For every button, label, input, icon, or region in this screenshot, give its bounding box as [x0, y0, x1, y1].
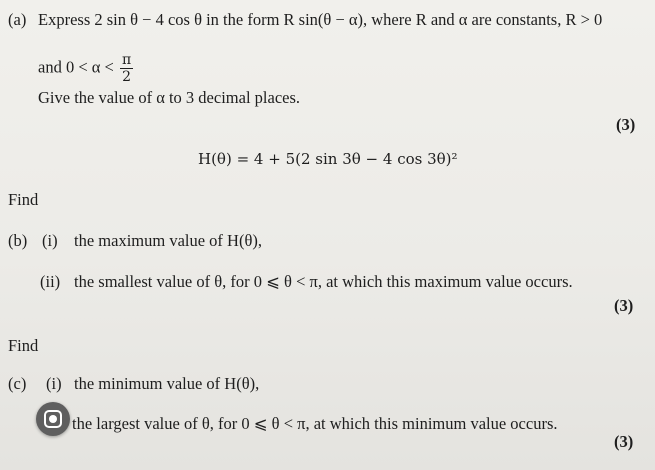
part-b-label: (b): [8, 231, 28, 250]
fraction-numerator: π: [121, 52, 132, 68]
find-heading-c: Find: [8, 336, 39, 355]
lens-dot-shape: [49, 415, 57, 423]
part-c-i-text: the minimum value of H(θ),: [74, 374, 260, 393]
part-a-line3: Give the value of α to 3 decimal places.: [38, 88, 301, 107]
part-b-ii-text: the smallest value of θ, for 0 ⩽ θ < π, at which this maximum value occurs.: [74, 272, 573, 291]
part-c-marks: (3): [614, 432, 634, 451]
part-a-line2: [38, 52, 135, 85]
part-a-label: (a): [8, 10, 27, 29]
part-b-ii-label: (ii): [40, 272, 61, 291]
part-c-ii-text: the largest value of θ, for 0 ⩽ θ < π, at which this minimum value occurs.: [72, 414, 558, 433]
google-lens-icon[interactable]: [36, 402, 70, 436]
find-heading-b: Find: [8, 190, 39, 209]
part-b-i-text: the maximum value of H(θ),: [74, 231, 262, 250]
part-c-label: (c): [8, 374, 27, 393]
part-a-line1: Express 2 sin θ − 4 cos θ in the form R sin(θ − α), where R and α are constants, R > 0: [38, 10, 603, 29]
part-b-i-label: (i): [42, 231, 58, 250]
part-c-i-label: (i): [46, 374, 62, 393]
fraction-denominator: 2: [122, 69, 132, 85]
part-a-marks: (3): [616, 115, 636, 134]
h-theta-equation: H(θ) = 4 + 5(2 sin 3θ − 4 cos 3θ)²: [198, 150, 458, 168]
pi-over-2-fraction: [120, 52, 133, 85]
part-b-marks: (3): [614, 296, 634, 315]
part-a-line2-prefix: and 0 < α <: [38, 57, 114, 77]
